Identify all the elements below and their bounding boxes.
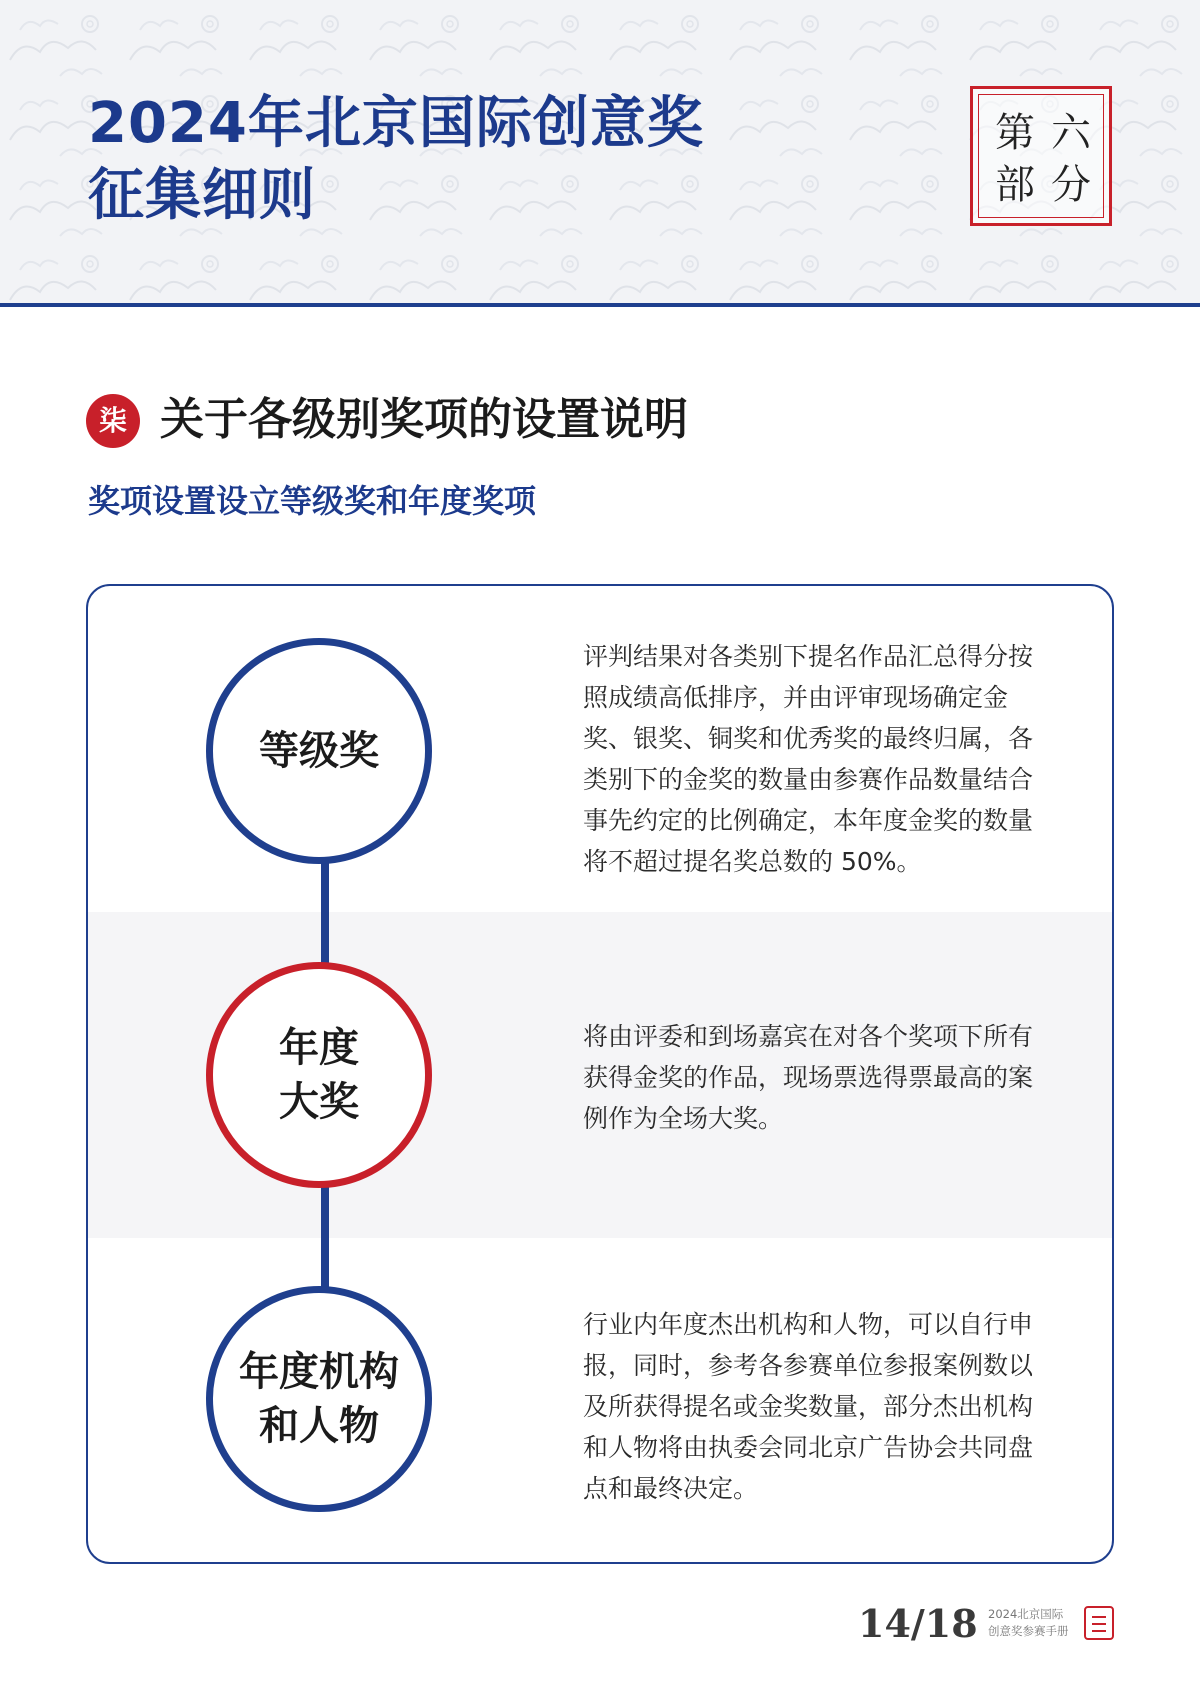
awards-card bbox=[86, 584, 1114, 1564]
footer-brand-line-2: 创意奖参赛手册 bbox=[988, 1624, 1069, 1638]
document-title bbox=[88, 88, 704, 232]
part-seal-stamp bbox=[970, 86, 1112, 226]
footer-seal-logo bbox=[1084, 1606, 1114, 1640]
seal-char-2: 六 bbox=[1051, 110, 1091, 156]
document-title-line-2: 征集细则 bbox=[88, 163, 316, 228]
award-description-grade: 评判结果对各类别下提名作品汇总得分按照成绩高低排序，并由评审现场确定金奖、银奖、铜奖和优秀奖的最终归属，各类别下的金奖的数量由参赛作品数量结合事先约定的比例确定，本年度金奖的数量将不超过提名奖总数的 50%。 bbox=[583, 642, 1034, 876]
award-label: 等级奖 bbox=[259, 728, 379, 774]
footer-brand-text bbox=[988, 1606, 1076, 1640]
section-title: 关于各级别奖项的设置说明 bbox=[160, 394, 688, 445]
award-circle-institution-people bbox=[206, 1286, 432, 1512]
award-label: 年度 bbox=[279, 1025, 359, 1071]
award-circle-grade bbox=[206, 638, 432, 864]
award-circle-grand-prize bbox=[206, 962, 432, 1188]
award-description-institution-people: 行业内年度杰出机构和人物，可以自行申报，同时，参考各参赛单位参报案例数以及所获得提名或金奖数量，部分杰出机构和人物将由执委会同北京广告协会共同盘点和最终决定。 bbox=[583, 1310, 1034, 1503]
award-label: 大奖 bbox=[279, 1079, 359, 1125]
document-title-line-1: 2024年北京国际创意奖 bbox=[88, 91, 704, 156]
header-divider bbox=[0, 303, 1200, 307]
footer-brand-line-1: 2024北京国际 bbox=[988, 1607, 1064, 1621]
seal-char-1: 第 bbox=[995, 110, 1035, 156]
seal-char-4: 分 bbox=[1051, 162, 1091, 208]
section-number-badge: 柒 bbox=[86, 394, 140, 448]
award-description-grand-prize: 将由评委和到场嘉宾在对各个奖项下所有获得金奖的作品，现场票选得票最高的案例作为全场大奖。 bbox=[583, 1022, 1034, 1133]
award-label: 年度机构 bbox=[239, 1349, 399, 1395]
page-number: 14/18 bbox=[858, 1601, 978, 1646]
header bbox=[0, 0, 1200, 305]
seal-char-3: 部 bbox=[995, 162, 1035, 208]
award-label: 和人物 bbox=[259, 1403, 379, 1449]
section-subtitle: 奖项设置设立等级奖和年度奖项 bbox=[88, 482, 537, 520]
